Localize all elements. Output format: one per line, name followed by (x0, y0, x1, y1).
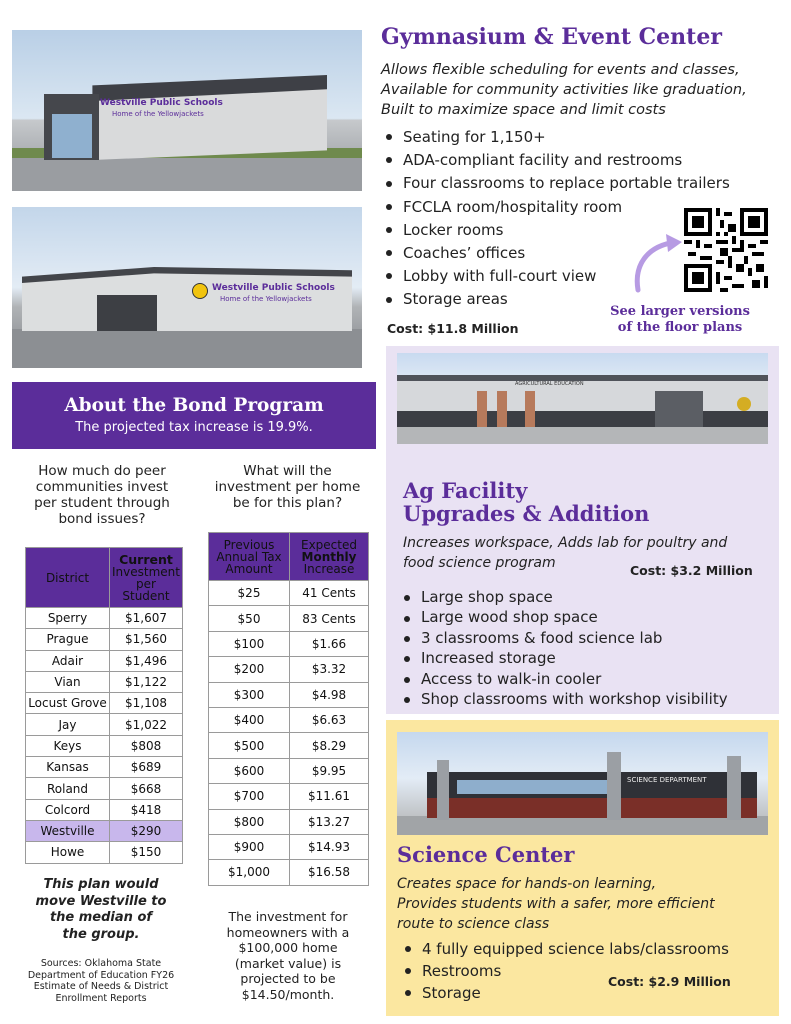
science-panel (386, 720, 779, 1016)
investment-cell: $689 (110, 757, 183, 778)
gym-cost: Cost: $11.8 Million (387, 321, 519, 336)
monthly-increase-cell: $8.29 (290, 733, 369, 758)
qr-code[interactable] (684, 208, 768, 292)
monthly-increase-header: Expected Monthly Increase (290, 533, 369, 581)
investment-cell: $1,560 (110, 629, 183, 650)
bond-subtitle: The projected tax increase is 19.9%. (75, 420, 313, 435)
bond-title: About the Bond Program (64, 395, 324, 416)
list-item: ADA-compliant facility and restrooms (383, 149, 783, 172)
district-header: District (26, 548, 110, 608)
table-row (209, 682, 369, 707)
bond-banner (12, 382, 376, 449)
list-item: Locker rooms (383, 219, 783, 242)
district-cell: Locust Grove (26, 693, 110, 714)
list-item: Large shop space (401, 587, 776, 607)
ag-sign: AGRICULTURAL EDUCATION (515, 381, 584, 387)
table-row (209, 809, 369, 834)
previous-tax-cell: $300 (209, 682, 290, 707)
table-row (26, 842, 183, 863)
monthly-increase-cell: $1.66 (290, 631, 369, 656)
district-cell: Vian (26, 671, 110, 692)
district-cell: Sperry (26, 608, 110, 629)
monthly-increase-cell: 83 Cents (290, 606, 369, 631)
previous-tax-cell: $25 (209, 581, 290, 606)
gym-sign-line1: Westville Public Schools (100, 98, 223, 108)
table-row (26, 671, 183, 692)
investment-cell: $1,122 (110, 671, 183, 692)
gym-rendering-front (12, 30, 362, 191)
peer-investment-table (25, 547, 183, 864)
table-row (209, 733, 369, 758)
district-cell: Westville (26, 820, 110, 841)
table-row (209, 707, 369, 732)
list-item: Four classrooms to replace portable trailers (383, 172, 783, 195)
monthly-increase-cell: $16.58 (290, 860, 369, 885)
ag-cost: Cost: $3.2 Million (630, 563, 753, 578)
list-item: Lobby with full-court view (383, 265, 783, 288)
arrow-icon (626, 232, 686, 294)
table-row (26, 650, 183, 671)
previous-tax-cell: $700 (209, 784, 290, 809)
table-row (209, 834, 369, 859)
monthly-increase-cell: $13.27 (290, 809, 369, 834)
peer-note: This plan would move Westville to the median of the group. (35, 877, 167, 942)
monthly-increase-cell: $14.93 (290, 834, 369, 859)
monthly-increase-cell: 41 Cents (290, 581, 369, 606)
table-row (209, 758, 369, 783)
investment-cell: $808 (110, 735, 183, 756)
monthly-increase-cell: $6.63 (290, 707, 369, 732)
ag-facility-panel (386, 346, 779, 714)
previous-tax-cell: $50 (209, 606, 290, 631)
table-row (26, 778, 183, 799)
investment-cell: $1,607 (110, 608, 183, 629)
science-features-list (402, 938, 772, 1004)
district-cell: Prague (26, 629, 110, 650)
ag-title: Ag Facility Upgrades & Addition (403, 478, 650, 526)
list-item: Restrooms (402, 960, 772, 982)
science-cost: Cost: $2.9 Million (608, 974, 731, 989)
table-row (26, 799, 183, 820)
monthly-increase-cell: $11.61 (290, 784, 369, 809)
table-row (26, 757, 183, 778)
table-row (209, 860, 369, 885)
list-item: Increased storage (401, 648, 776, 668)
investment-cell: $290 (110, 820, 183, 841)
list-item: 3 classrooms & food science lab (401, 628, 776, 648)
table-row (209, 606, 369, 631)
gym-title: Gymnasium & Event Center (381, 24, 722, 50)
previous-tax-cell: $100 (209, 631, 290, 656)
peer-question: How much do peer communities invest per student through bond issues? (34, 463, 170, 527)
table-row (26, 693, 183, 714)
monthly-increase-cell: $3.32 (290, 657, 369, 682)
sources-note: Sources: Oklahoma State Department of Education FY26 Estimate of Needs & District Enrollment Reports (27, 958, 175, 1004)
list-item: Coaches’ offices (383, 242, 783, 265)
list-item: Storage (402, 982, 772, 1004)
list-item: Storage areas (383, 288, 783, 311)
previous-tax-header: Previous Annual Tax Amount (209, 533, 290, 581)
science-subtitle: Creates space for hands-on learning, Provides students with a safer, more efficient route to science class (397, 876, 715, 932)
list-item: Large wood shop space (401, 607, 776, 627)
table-row (26, 714, 183, 735)
investment-cell: $418 (110, 799, 183, 820)
investment-cell: $1,022 (110, 714, 183, 735)
district-cell: Howe (26, 842, 110, 863)
home-note: The investment for homeowners with a $100,000 home (market value) is projected to be $14.50/month. (226, 909, 350, 1002)
home-question: What will the investment per home be for this plan? (214, 463, 361, 511)
monthly-increase-cell: $9.95 (290, 758, 369, 783)
district-cell: Adair (26, 650, 110, 671)
science-rendering (397, 732, 768, 835)
list-item: FCCLA room/hospitality room (383, 196, 783, 219)
ag-facility-rendering (397, 353, 768, 444)
monthly-increase-cell: $4.98 (290, 682, 369, 707)
previous-tax-cell: $200 (209, 657, 290, 682)
gym-subtitle: Allows flexible scheduling for events and classes, Available for community activities like graduation, Built to maximize space and limit costs (381, 62, 747, 118)
district-cell: Roland (26, 778, 110, 799)
science-sign: SCIENCE DEPARTMENT (627, 776, 707, 784)
home-tax-table (208, 532, 369, 886)
table-row (26, 735, 183, 756)
table-row (26, 820, 183, 841)
district-cell: Keys (26, 735, 110, 756)
science-title: Science Center (397, 842, 575, 867)
previous-tax-cell: $900 (209, 834, 290, 859)
gym-rendering-side: Westville Public Schools Home of the Yellowjackets (12, 207, 362, 368)
ag-subtitle: Increases workspace, Adds lab for poultry and food science program (403, 535, 728, 571)
ag-features-list (401, 587, 776, 709)
investment-cell: $668 (110, 778, 183, 799)
list-item: Seating for 1,150+ (383, 126, 783, 149)
table-row (209, 631, 369, 656)
investment-header: Current Investment per Student (110, 548, 183, 608)
district-cell: Kansas (26, 757, 110, 778)
table-row (26, 629, 183, 650)
table-row (209, 581, 369, 606)
table-row (209, 657, 369, 682)
table-row (26, 608, 183, 629)
district-cell: Colcord (26, 799, 110, 820)
table-row (209, 784, 369, 809)
list-item: Access to walk-in cooler (401, 669, 776, 689)
previous-tax-cell: $1,000 (209, 860, 290, 885)
investment-cell: $150 (110, 842, 183, 863)
list-item: Shop classrooms with workshop visibility (401, 689, 776, 709)
previous-tax-cell: $600 (209, 758, 290, 783)
previous-tax-cell: $400 (209, 707, 290, 732)
previous-tax-cell: $800 (209, 809, 290, 834)
district-cell: Jay (26, 714, 110, 735)
floor-plans-label[interactable]: See larger versions of the floor plans (610, 304, 750, 335)
list-item: 4 fully equipped science labs/classrooms (402, 938, 772, 960)
previous-tax-cell: $500 (209, 733, 290, 758)
investment-cell: $1,496 (110, 650, 183, 671)
gym-sign-line2: Home of the Yellowjackets (112, 110, 204, 118)
investment-cell: $1,108 (110, 693, 183, 714)
